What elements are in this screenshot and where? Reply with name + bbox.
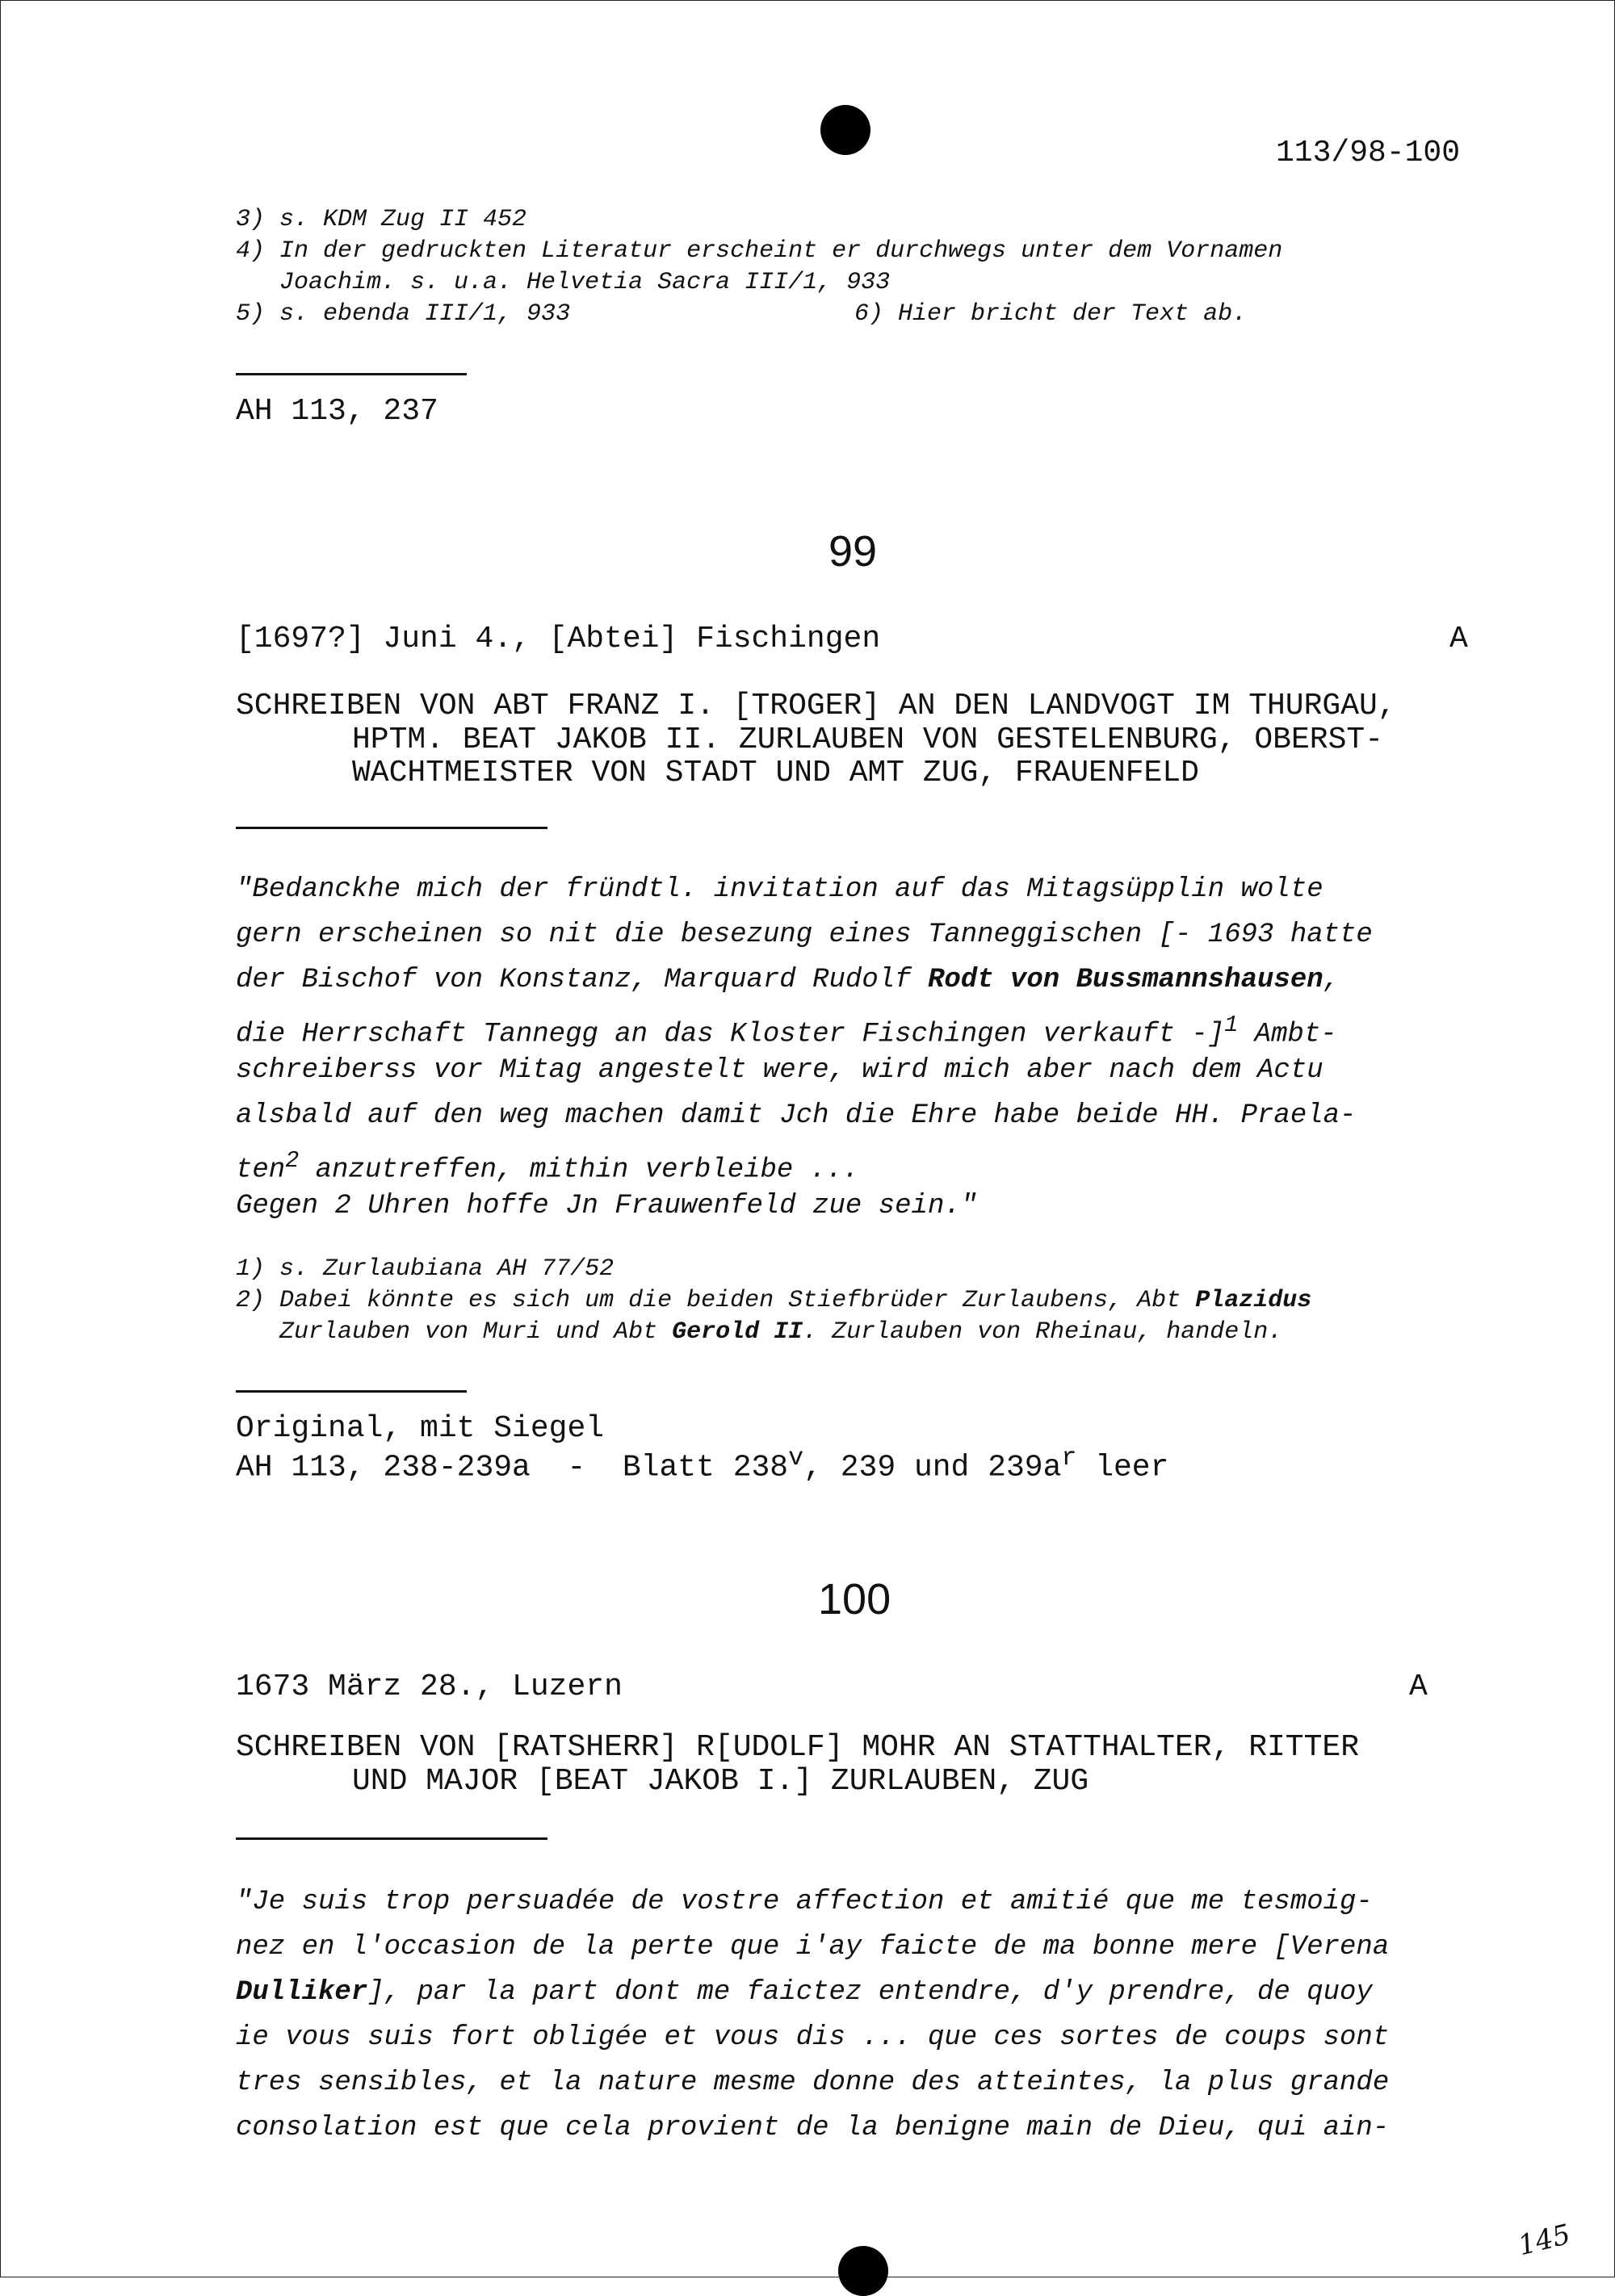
text-segment: AH 113, 238-239a - Blatt 238: [236, 1450, 789, 1485]
separator-rule: [236, 1390, 467, 1393]
footnote-4a: 4) In der gedruckten Literatur erscheint er durchwegs unter dem Vornamen: [236, 237, 1283, 265]
type-marker-99: A: [1449, 622, 1468, 656]
previous-source: AH 113, 237: [236, 394, 438, 429]
footnote-ref: 1: [1224, 1012, 1239, 1038]
text-99-line-3: [236, 957, 1340, 1003]
text-99-line-2: gern erscheinen so nit die besezung eines Tanneggischen [- 1693 hatte: [236, 920, 1373, 950]
text-100-line-2: nez en l'occasion de la perte que i'ay faicte de ma bonne mere [Verena: [236, 1932, 1390, 1963]
text-segment: ], par la part dont me faictez entendre, d'y prendre, de quoy: [367, 1977, 1373, 2008]
text-segment: Ambt-: [1238, 1019, 1337, 1050]
text-segment: anzutreffen, mithin verbleibe ...: [299, 1154, 859, 1186]
text-100-line-5: tres sensibles, et la nature mesme donne des atteintes, la plus grande: [236, 2068, 1390, 2098]
text-segment: Zurlauben von Muri und Abt: [236, 1318, 673, 1346]
bold-name: Gerold II: [672, 1318, 803, 1346]
folio-side: r: [1061, 1443, 1077, 1473]
document-number-100: 100: [818, 1575, 891, 1624]
title-100-line-1: SCHREIBEN VON [RATSHERR] R[UDOLF] MOHR AN STATTHALTER, RITTER: [236, 1730, 1360, 1765]
bold-name: Plazidus: [1195, 1287, 1312, 1314]
folio-side: v: [788, 1443, 804, 1473]
text-100-line-3: [236, 1970, 1373, 2015]
footnote-4b: Joachim. s. u.a. Helvetia Sacra III/1, 933: [236, 269, 891, 296]
date-place-99: [1697?] Juni 4., [Abtei] Fischingen: [236, 622, 881, 656]
date-place-100: 1673 März 28., Luzern: [236, 1670, 623, 1704]
footnote-99-1: 1) s. Zurlaubiana AH 77/52: [236, 1255, 615, 1283]
type-marker-100: A: [1409, 1670, 1428, 1704]
title-99-line-2: HPTM. BEAT JAKOB II. ZURLAUBEN VON GESTELENBURG, OBERST-: [352, 723, 1384, 757]
handwritten-folio-number: 145: [1515, 2218, 1574, 2263]
text-segment: ten: [236, 1154, 286, 1186]
text-segment: ,: [1323, 965, 1340, 995]
text-segment: leer: [1076, 1450, 1169, 1485]
footnote-ref: 2: [285, 1147, 300, 1174]
source-99-line-1: Original, mit Siegel: [236, 1411, 605, 1446]
text-99-line-6: alsbald auf den weg machen damit Jch die Ehre habe beide HH. Praela-: [236, 1100, 1357, 1131]
title-99-line-3: WACHTMEISTER VON STADT UND AMT ZUG, FRAUENFELD: [352, 756, 1199, 790]
text-99-line-8: Gegen 2 Uhren hoffe Jn Frauwenfeld zue sein.": [236, 1191, 978, 1221]
text-segment: . Zurlauben von Rheinau, handeln.: [803, 1318, 1283, 1346]
text-100-line-4: ie vous suis fort obligée et vous dis ... que ces sortes de coups sont: [236, 2022, 1390, 2053]
text-segment: der Bischof von Konstanz, Marquard Rudolf: [236, 965, 928, 995]
document-number-99: 99: [828, 527, 878, 576]
footnote-3: 3) s. KDM Zug II 452: [236, 206, 527, 233]
separator-rule: [236, 1837, 547, 1840]
title-99-line-1: SCHREIBEN VON ABT FRANZ I. [TROGER] AN DEN LANDVOGT IM THURGAU,: [236, 689, 1396, 723]
page-reference: 113/98-100: [1276, 136, 1461, 170]
text-99-line-5: schreiberss vor Mitag angestelt were, wird mich aber nach dem Actu: [236, 1055, 1323, 1086]
footnote-6: 6) Hier bricht der Text ab.: [854, 300, 1248, 328]
text-segment: , 239 und 239a: [803, 1450, 1062, 1485]
footnote-5: 5) s. ebenda III/1, 933: [236, 300, 571, 328]
punch-hole-top: [820, 105, 870, 155]
text-99-line-1: "Bedanckhe mich der fründtl. invitation auf das Mitagsüpplin wolte: [236, 874, 1323, 905]
bold-name: Rodt von Bussmannshausen: [927, 965, 1323, 995]
text-segment: 2) Dabei könnte es sich um die beiden Stiefbrüder Zurlaubens, Abt: [236, 1287, 1196, 1314]
footnote-99-2a: [236, 1284, 1311, 1317]
bold-name: Dulliker: [236, 1977, 368, 2008]
text-100-line-1: "Je suis trop persuadée de vostre affection et amitié que me tesmoig-: [236, 1887, 1373, 1917]
punch-hole-bottom: [838, 2246, 888, 2296]
text-segment: die Herrschaft Tannegg an das Kloster Fischingen verkauft -]: [236, 1019, 1225, 1050]
separator-rule: [236, 373, 467, 375]
separator-rule: [236, 827, 547, 829]
footnote-99-2b: [236, 1316, 1282, 1348]
title-100-line-2: UND MAJOR [BEAT JAKOB I.] ZURLAUBEN, ZUG: [352, 1764, 1089, 1799]
source-99-line-2: [236, 1441, 1168, 1485]
text-100-line-6: consolation est que cela provient de la benigne main de Dieu, qui ain-: [236, 2113, 1390, 2143]
